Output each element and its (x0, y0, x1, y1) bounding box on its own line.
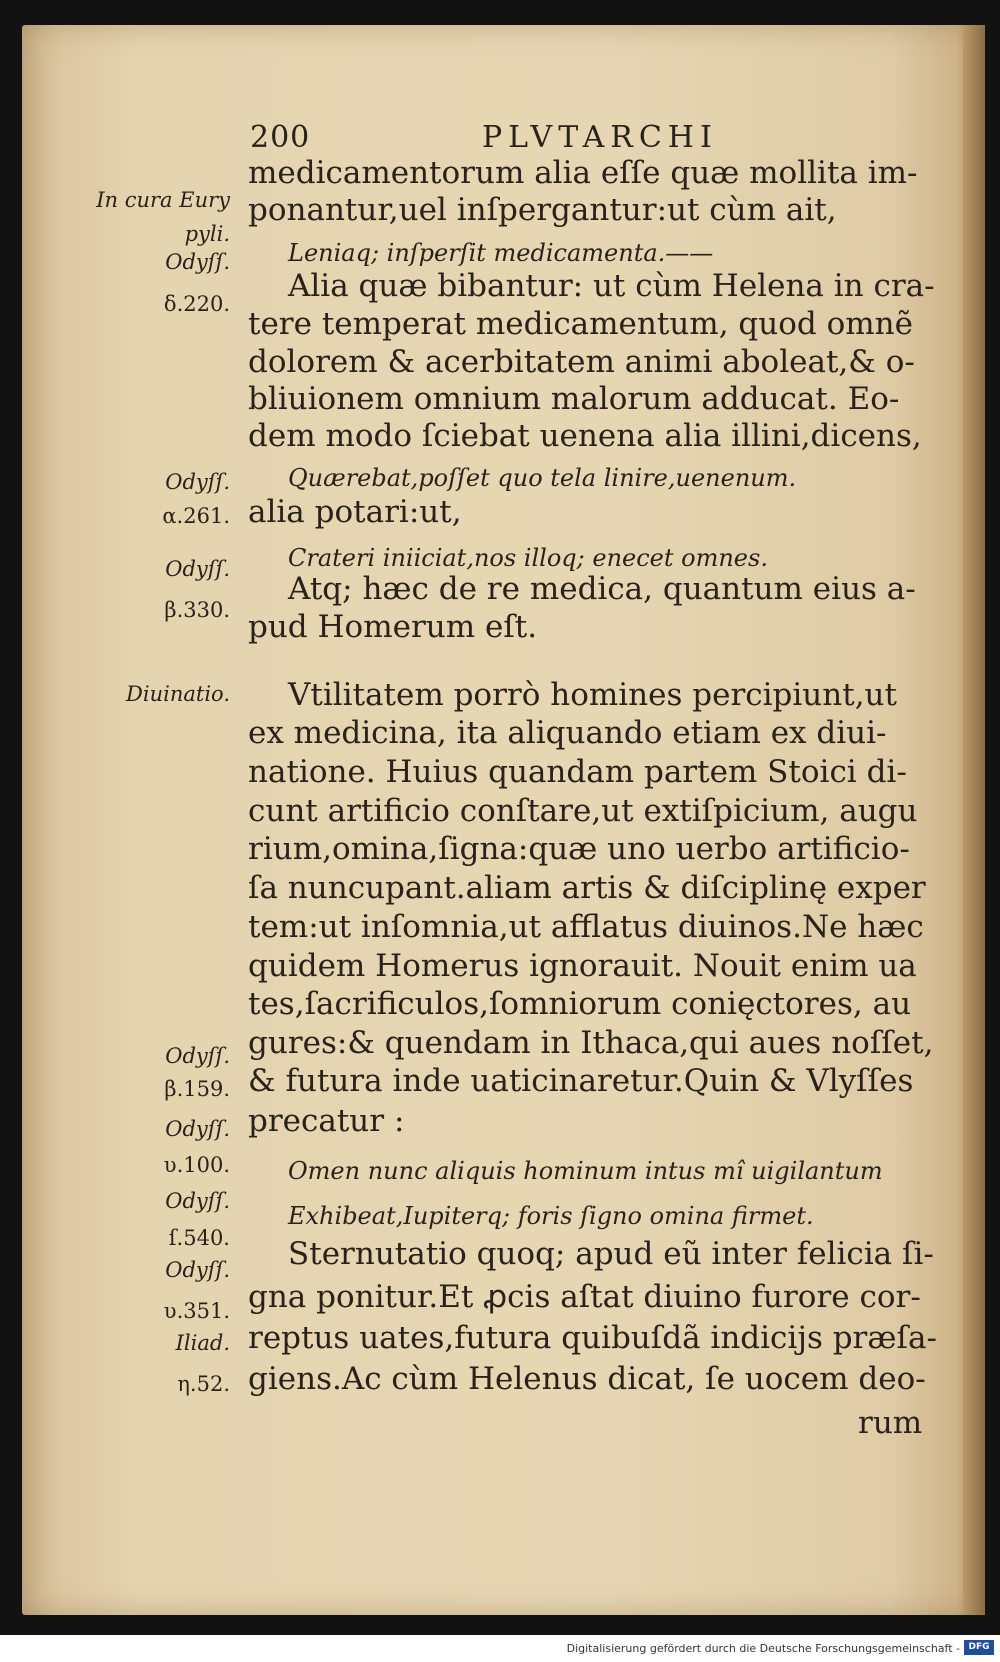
text-line: alia potari:ut, (248, 494, 462, 530)
margin-note: Odyſſ. (165, 1117, 230, 1141)
text-line: Alia quæ bibantur: ut cùm Helena in cra- (288, 268, 935, 304)
text-line: gna ponitur.Et ꝓcis aſtat diuino furore cor- (248, 1279, 921, 1315)
text-line: Atq; hæc de re medica, quantum eius a- (288, 571, 916, 607)
text-line: reptus uates,futura quibuſdã indicijs præſa- (248, 1320, 937, 1356)
margin-note: η.52. (177, 1372, 230, 1396)
text-line: precatur : (248, 1103, 405, 1139)
margin-note: β.330. (164, 598, 230, 622)
margin-note: Odyſſ. (165, 1258, 230, 1282)
text-line: cunt artificio conſtare,ut extiſpicium, augu (248, 793, 918, 829)
text-line: tere temperat medicamentum, quod omnẽ (248, 306, 913, 342)
margin-note: Odyſſ. (165, 470, 230, 494)
page-number: 200 (250, 120, 311, 155)
footer-bar (0, 1635, 1000, 1662)
verse-line: Crateri iniiciat,nos illoq; enecet omnes. (288, 544, 768, 572)
text-line: ponantur,uel inſpergantur:ut cùm ait, (248, 192, 837, 228)
margin-note: Diuinatio. (126, 682, 230, 706)
running-title: PLVTARCHI (482, 120, 718, 155)
margin-note: Odyſſ. (165, 557, 230, 581)
text-line: natione. Huius quandam partem Stoici di- (248, 754, 907, 790)
verse-line: Omen nunc aliquis hominum intus mî uigilantum (288, 1157, 883, 1185)
margin-note: Odyſſ. (165, 250, 230, 274)
text-line: medicamentorum alia eſſe quæ mollita im- (248, 155, 918, 191)
text-line: Vtilitatem porrò homines percipiunt,ut (288, 677, 897, 713)
verse-line: Exhibeat,Iupiterq; foris ſigno omina firmet. (288, 1202, 814, 1230)
page-edge (963, 25, 985, 1615)
text-line: rium,omina,ſigna:quæ uno uerbo artificio- (248, 831, 910, 867)
margin-note: Odyſſ. (165, 1189, 230, 1213)
text-line: bliuionem omnium malorum adducat. Eo- (248, 381, 900, 417)
text-line: giens.Ac cùm Helenus dicat, ſe uocem deo- (248, 1361, 926, 1397)
margin-note: δ.220. (163, 292, 230, 316)
margin-note: υ.351. (163, 1299, 230, 1323)
margin-note: β.159. (164, 1077, 230, 1101)
text-line: quidem Homerus ignorauit. Nouit enim ua (248, 948, 917, 984)
text-line: ex medicina, ita aliquando etiam ex diui- (248, 715, 887, 751)
funding-credit: Digitalisierung gefördert durch die Deutsche Forschungsgemeinschaft - (566, 1642, 960, 1655)
text-line: Sternutatio quoq; apud eũ inter felicia ſi- (288, 1236, 934, 1272)
text-line: dem modo ſciebat uenena alia illini,dicens, (248, 418, 922, 454)
margin-note: Iliad. (175, 1331, 230, 1355)
text-line: tes,ſacrificulos,ſomniorum conięctores, au (248, 986, 912, 1022)
verse-line: Leniaq; inſperſit medicamenta.—— (288, 239, 714, 267)
verse-line: Quærebat,poſſet quo tela linire,uenenum. (288, 464, 797, 492)
margin-note: pyli. (184, 222, 230, 246)
text-line: pud Homerum eſt. (248, 609, 538, 645)
margin-note: Odyſſ. (165, 1044, 230, 1068)
catchword: rum (858, 1405, 923, 1441)
dfg-logo-icon[interactable]: DFG (964, 1640, 994, 1655)
margin-note: ſ.540. (168, 1226, 230, 1250)
text-line: gures:& quendam in Ithaca,qui aues noſſet, (248, 1025, 934, 1061)
margin-note: α.261. (162, 504, 230, 528)
margin-note: υ.100. (163, 1153, 230, 1177)
text-line: & futura inde uaticinaretur.Quin & Vlyſſes (248, 1063, 914, 1099)
text-line: tem:ut inſomnia,ut afflatus diuinos.Ne hæc (248, 909, 924, 945)
text-line: dolorem & acerbitatem animi aboleat,& o- (248, 344, 915, 380)
margin-note: In cura Eury (96, 188, 230, 212)
text-line: ſa nuncupant.aliam artis & diſciplinę exper (248, 870, 926, 906)
